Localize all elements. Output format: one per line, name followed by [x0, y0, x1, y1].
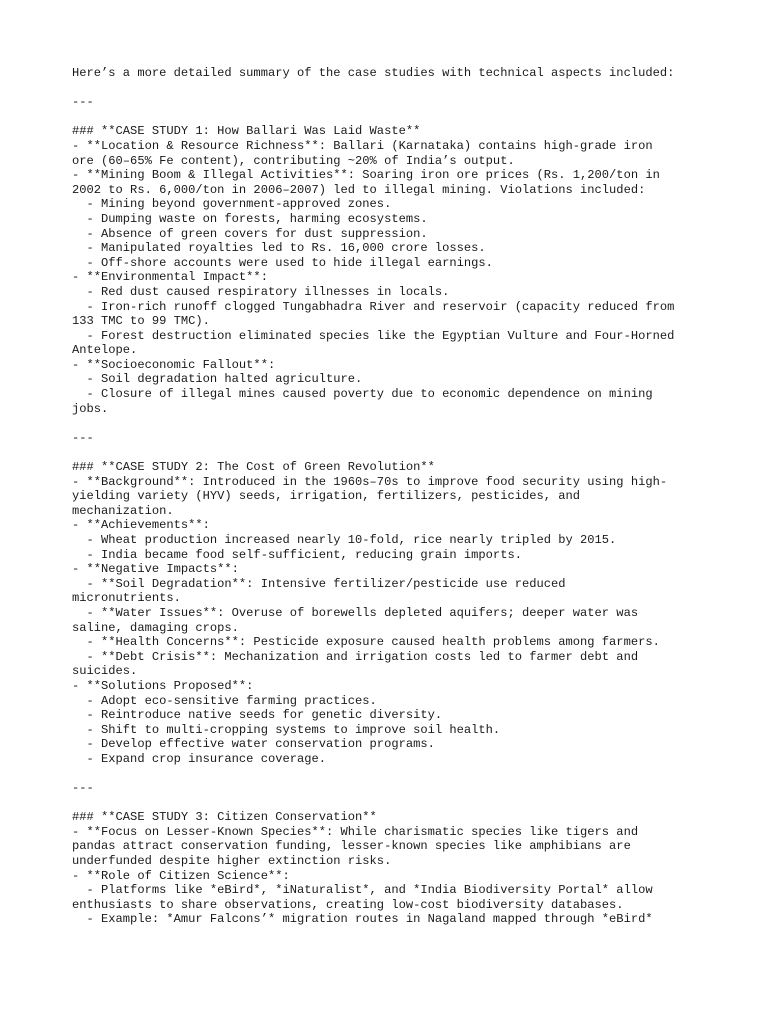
text-line: - **Soil Degradation**: Intensive fertilizer/pesticide use reduced [72, 576, 566, 591]
text-line: - **Water Issues**: Overuse of borewells depleted aquifers; deeper water was [72, 605, 639, 620]
text-line: - Forest destruction eliminated species like the Egyptian Vulture and Four-Horned [72, 328, 675, 343]
text-line: 2002 to Rs. 6,000/ton in 2006–2007) led to illegal mining. Violations included: [72, 182, 646, 197]
text-line: - **Background**: Introduced in the 1960s–70s to improve food security using high- [72, 474, 668, 489]
text-line: Antelope. [72, 343, 138, 358]
text-line: - **Achievements**: [72, 518, 210, 533]
blank-line [72, 767, 728, 782]
text-line: - **Health Concerns**: Pesticide exposure caused health problems among farmers. [72, 635, 660, 650]
blank-line [72, 110, 728, 125]
text-line: - Manipulated royalties led to Rs. 16,000 crore losses. [72, 241, 486, 256]
document-body [72, 66, 728, 927]
text-line: - Expand crop insurance coverage. [72, 751, 327, 766]
text-line: - Red dust caused respiratory illnesses in locals. [72, 284, 450, 299]
text-line: - Iron-rich runoff clogged Tungabhadra River and reservoir (capacity reduced from [72, 299, 675, 314]
text-line: jobs. [72, 401, 109, 416]
text-line: - Wheat production increased nearly 10-fold, rice nearly tripled by 2015. [72, 533, 617, 547]
text-line: - Reintroduce native seeds for genetic diversity. [72, 708, 443, 723]
text-line: - **Solutions Proposed**: [72, 678, 254, 693]
text-line: Here’s a more detailed summary of the case studies with technical aspects included: [72, 66, 675, 80]
text-line: --- [72, 781, 94, 796]
text-line: - **Location & Resource Richness**: Ballari (Karnataka) contains high-grade iron [72, 138, 653, 153]
text-line: - **Role of Citizen Science**: [72, 868, 290, 883]
text-line: - **Socioeconomic Fallout**: [72, 357, 276, 372]
blank-line [72, 796, 728, 811]
text-line: - Shift to multi-cropping systems to improve soil health. [72, 722, 501, 737]
text-line: suicides. [72, 664, 138, 679]
text-line: - Platforms like *eBird*, *iNaturalist*, and *India Biodiversity Portal* allow [72, 883, 653, 898]
text-line: - Soil degradation halted agriculture. [72, 372, 363, 387]
text-line: ### **CASE STUDY 1: How Ballari Was Laid Waste** [72, 124, 421, 139]
text-line: - India became food self-sufficient, reducing grain imports. [72, 547, 522, 562]
blank-line [72, 445, 728, 460]
text-line: enthusiasts to share observations, creating low-cost biodiversity databases. [72, 897, 624, 912]
text-line: --- [72, 95, 94, 110]
text-line: - Example: *Amur Falcons’* migration routes in Nagaland mapped through *eBird* [72, 912, 653, 927]
text-line: ### **CASE STUDY 3: Citizen Conservation** [72, 810, 377, 825]
text-line: pandas attract conservation funding, lesser-known species like amphibians are [72, 839, 631, 854]
text-line: - Develop effective water conservation programs. [72, 737, 435, 752]
blank-line [72, 81, 728, 96]
text-line: micronutrients. [72, 591, 181, 606]
text-line: mechanization. [72, 503, 174, 518]
text-line: - **Negative Impacts**: [72, 562, 239, 577]
text-line: - **Mining Boom & Illegal Activities**: Soaring iron ore prices (Rs. 1,200/ton in [72, 168, 660, 183]
text-line: ### **CASE STUDY 2: The Cost of Green Revolution** [72, 460, 435, 475]
text-line: yielding variety (HYV) seeds, irrigation, fertilizers, pesticides, and [72, 489, 581, 504]
text-line: - **Debt Crisis**: Mechanization and irrigation costs led to farmer debt and [72, 649, 639, 664]
text-line: - Closure of illegal mines caused poverty due to economic dependence on mining [72, 387, 653, 402]
text-line: saline, damaging crops. [72, 620, 239, 635]
text-line: - Off-shore accounts were used to hide illegal earnings. [72, 255, 493, 270]
text-line: 133 TMC to 99 TMC). [72, 314, 210, 329]
text-line: - **Focus on Lesser-Known Species**: While charismatic species like tigers and [72, 824, 639, 839]
text-line: --- [72, 430, 94, 445]
blank-line [72, 416, 728, 431]
text-line: - Dumping waste on forests, harming ecosystems. [72, 211, 428, 226]
text-line: - Mining beyond government-approved zones. [72, 197, 392, 212]
text-line: - Adopt eco-sensitive farming practices. [72, 693, 377, 708]
text-line: - **Environmental Impact**: [72, 270, 268, 285]
text-line: underfunded despite higher extinction risks. [72, 854, 392, 869]
text-line: - Absence of green covers for dust suppression. [72, 226, 428, 241]
text-line: ore (60–65% Fe content), contributing ~20% of India’s output. [72, 153, 515, 168]
